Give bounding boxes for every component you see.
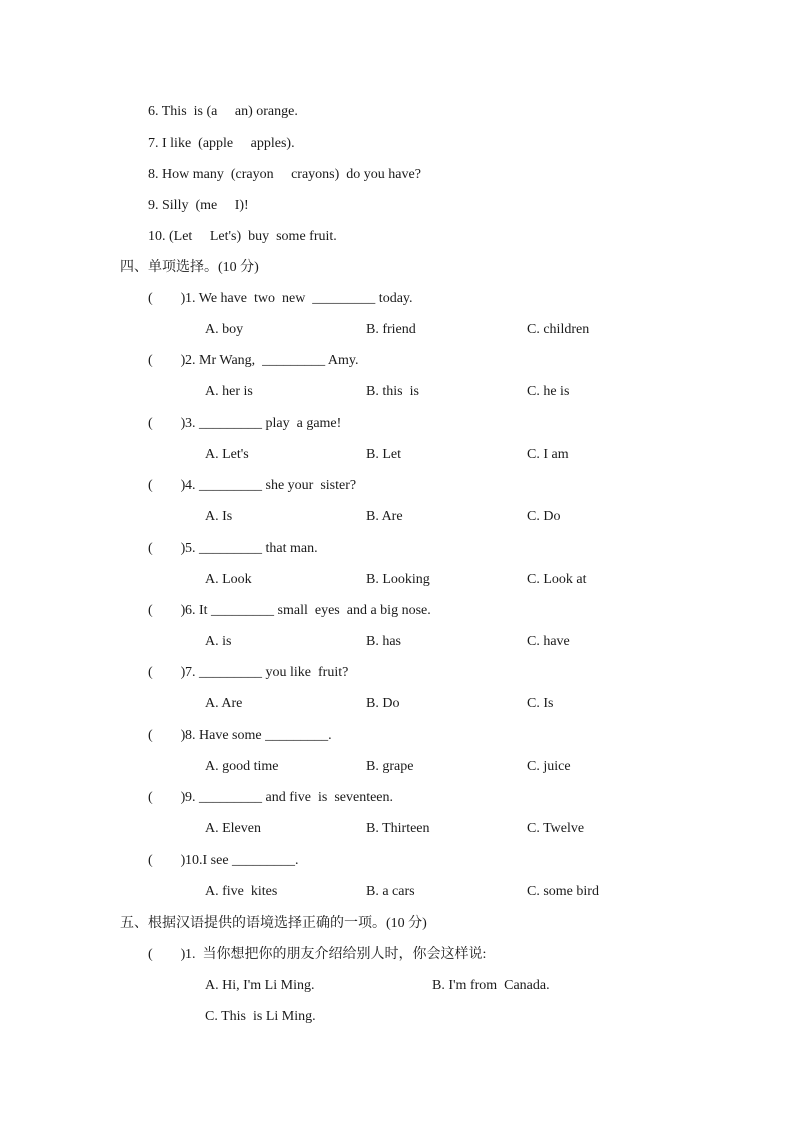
option-b[interactable]: B. Looking xyxy=(366,572,430,587)
answer-blank[interactable]: ( ) xyxy=(148,541,186,556)
option-b[interactable]: B. I'm from Canada. xyxy=(432,978,550,993)
fill-item-7: 7. I like (apple apples). xyxy=(148,136,295,151)
question-text: 1. We have two new _________ today. xyxy=(185,291,413,306)
answer-blank[interactable]: ( ) xyxy=(148,478,186,493)
option-c[interactable]: C. juice xyxy=(527,759,571,774)
question-text: 4. _________ she your sister? xyxy=(185,478,357,493)
fill-item-10: 10. (Let Let's) buy some fruit. xyxy=(148,229,337,244)
answer-blank[interactable]: ( ) xyxy=(148,728,186,743)
option-a[interactable]: A. Are xyxy=(205,696,243,711)
option-b[interactable]: B. Thirteen xyxy=(366,821,430,836)
option-a[interactable]: A. good time xyxy=(205,759,279,774)
option-c[interactable]: C. have xyxy=(527,634,570,649)
option-a[interactable]: A. boy xyxy=(205,322,244,337)
option-c[interactable]: C. Look at xyxy=(527,572,587,587)
option-a[interactable]: A. Hi, I'm Li Ming. xyxy=(205,978,315,993)
question-text: 5. _________ that man. xyxy=(185,541,318,556)
option-c[interactable]: C. children xyxy=(527,322,590,337)
answer-blank[interactable]: ( ) xyxy=(148,416,186,431)
option-c[interactable]: C. Twelve xyxy=(527,821,585,836)
section4-title: 四、单项选择。(10 分) xyxy=(120,260,259,275)
section5-title: 五、根据汉语提供的语境选择正确的一项。(10 分) xyxy=(120,916,427,931)
option-b[interactable]: B. has xyxy=(366,634,401,649)
option-b[interactable]: B. Let xyxy=(366,447,401,462)
answer-blank[interactable]: ( ) xyxy=(148,665,186,680)
answer-blank[interactable]: ( ) xyxy=(148,291,186,306)
answer-blank[interactable]: ( ) xyxy=(148,790,186,805)
option-b[interactable]: B. this is xyxy=(366,384,419,399)
option-a[interactable]: A. Let's xyxy=(205,447,249,462)
question-text: 1. 当你想把你的朋友介绍给别人时，你会这样说: xyxy=(185,947,487,962)
answer-blank[interactable]: ( ) xyxy=(148,603,186,618)
option-c[interactable]: C. Is xyxy=(527,696,554,711)
option-a[interactable]: A. five kites xyxy=(205,884,278,899)
option-c[interactable]: C. I am xyxy=(527,447,569,462)
option-b[interactable]: B. friend xyxy=(366,322,416,337)
fill-item-8: 8. How many (crayon crayons) do you have? xyxy=(148,167,421,182)
question-text: 3. _________ play a game! xyxy=(185,416,342,431)
question-text: 10.I see _________. xyxy=(185,853,299,868)
answer-blank[interactable]: ( ) xyxy=(148,947,186,962)
question-text: 7. _________ you like fruit? xyxy=(185,665,349,680)
option-c[interactable]: C. This is Li Ming. xyxy=(205,1009,316,1024)
fill-item-9: 9. Silly (me I)! xyxy=(148,198,249,213)
question-text: 8. Have some _________. xyxy=(185,728,332,743)
option-a[interactable]: A. her is xyxy=(205,384,253,399)
option-b[interactable]: B. Are xyxy=(366,509,403,524)
option-a[interactable]: A. Look xyxy=(205,572,252,587)
option-b[interactable]: B. Do xyxy=(366,696,400,711)
question-text: 6. It _________ small eyes and a big nose. xyxy=(185,603,431,618)
option-c[interactable]: C. Do xyxy=(527,509,561,524)
option-c[interactable]: C. he is xyxy=(527,384,570,399)
option-a[interactable]: A. is xyxy=(205,634,232,649)
question-text: 2. Mr Wang, _________ Amy. xyxy=(185,353,359,368)
question-text: 9. _________ and five is seventeen. xyxy=(185,790,394,805)
fill-item-6: 6. This is (a an) orange. xyxy=(148,104,298,119)
option-c[interactable]: C. some bird xyxy=(527,884,599,899)
answer-blank[interactable]: ( ) xyxy=(148,353,186,368)
option-b[interactable]: B. grape xyxy=(366,759,414,774)
option-a[interactable]: A. Is xyxy=(205,509,233,524)
option-a[interactable]: A. Eleven xyxy=(205,821,261,836)
answer-blank[interactable]: ( ) xyxy=(148,853,186,868)
option-b[interactable]: B. a cars xyxy=(366,884,415,899)
